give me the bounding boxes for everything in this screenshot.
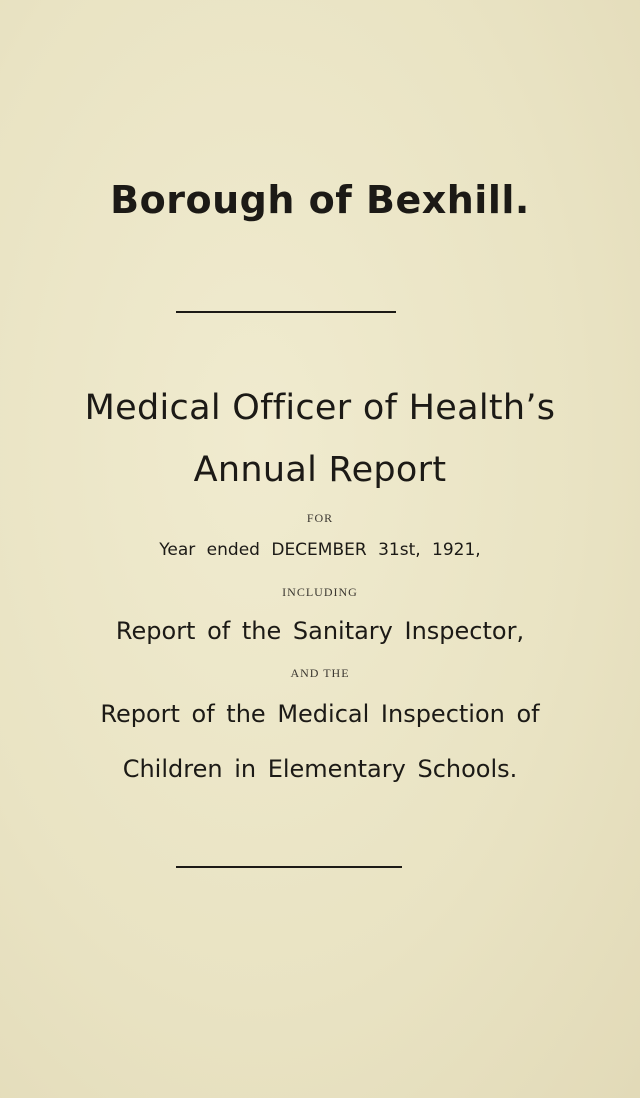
including-label: INCLUDING (282, 585, 358, 599)
bottom-divider (176, 866, 402, 868)
for-label: FOR (306, 511, 334, 525)
elementary-schools-line: Children in Elementary Schools. (122, 755, 518, 783)
report-title-line-2: Annual Report (193, 450, 447, 490)
sanitary-inspector-line: Report of the Sanitary Inspector, (115, 617, 525, 645)
report-title-line-1: Medical Officer of Health’s (84, 388, 556, 428)
year-line: Year ended DECEMBER 31st, 1921, (159, 540, 481, 560)
and-the-label: AND THE (290, 666, 350, 680)
top-divider (176, 311, 396, 313)
medical-inspection-line: Report of the Medical Inspection of (100, 700, 540, 728)
borough-heading: Borough of Bexhill. (110, 178, 530, 222)
